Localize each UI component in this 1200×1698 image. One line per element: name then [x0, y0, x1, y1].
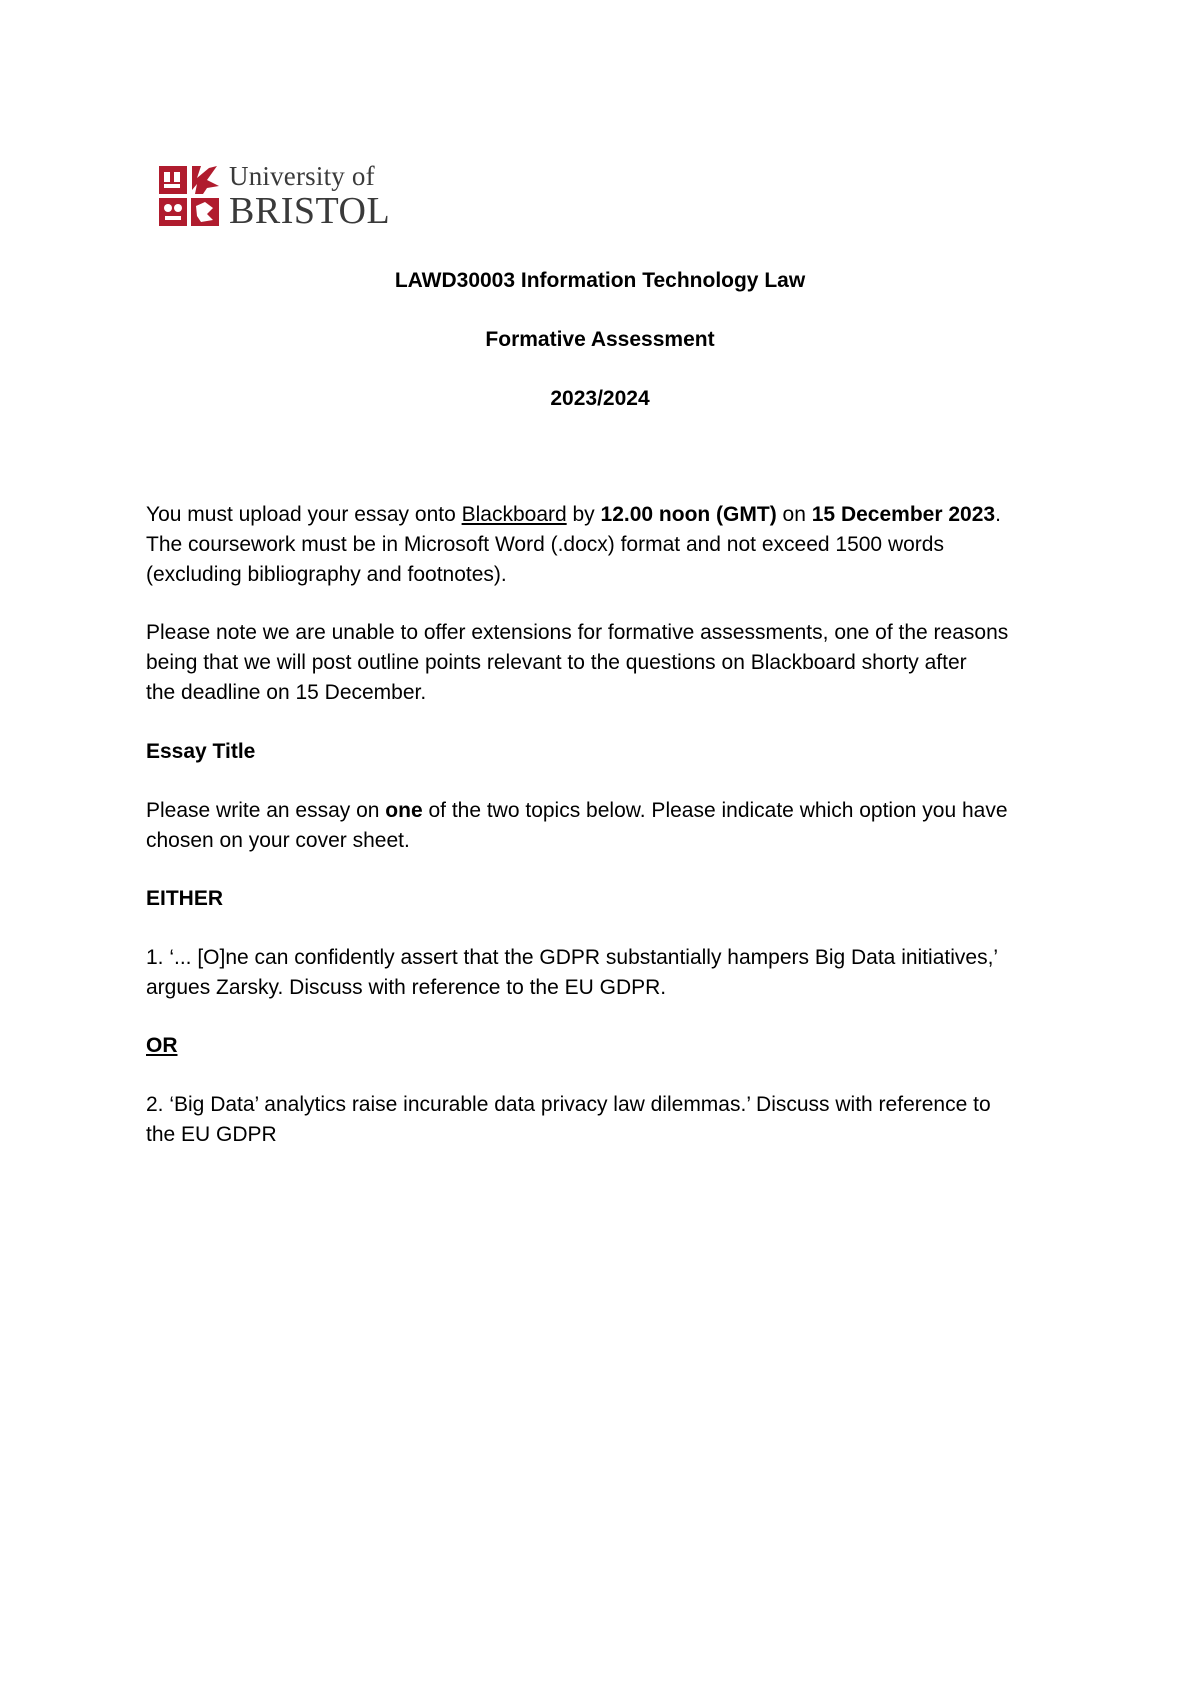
course-title: LAWD30003 Information Technology Law — [394, 269, 806, 292]
question-1-line-2: argues Zarsky. Discuss with reference to the EU GDPR. — [146, 976, 667, 999]
intro-text: Please write an essay on — [146, 799, 386, 822]
submission-text: You must upload your essay onto — [146, 503, 462, 526]
logo-line-university: University of — [229, 160, 375, 191]
extensions-line-2: being that we will post outline points relevant to the questions on Blackboard shorty after — [146, 651, 967, 674]
question-1 — [146, 943, 1076, 1003]
bristol-crest-icon — [157, 162, 223, 230]
logo-line-bristol: BRISTOL — [229, 189, 391, 232]
either-label: EITHER — [146, 887, 224, 910]
intro-text-after: of the two topics below. Please indicate which option you have — [422, 799, 1008, 822]
essay-heading: Essay Title — [146, 740, 256, 763]
question-2-line-2: the EU GDPR — [146, 1123, 277, 1146]
extensions-line-3: the deadline on 15 December. — [146, 681, 427, 704]
extensions-line-1: Please note we are unable to offer extensions for formative assessments, one of the reasons — [146, 621, 1009, 644]
extensions-paragraph — [146, 618, 1076, 708]
question-2 — [146, 1090, 1076, 1150]
assessment-title: Formative Assessment — [485, 328, 715, 351]
essay-intro-line-2: chosen on your cover sheet. — [146, 829, 410, 852]
academic-year: 2023/2024 — [550, 387, 650, 410]
deadline-date: 15 December 2023 — [811, 503, 996, 526]
deadline-time: 12.00 noon (GMT) — [600, 503, 777, 526]
question-2-line-1: 2. ‘Big Data’ analytics raise incurable data privacy law dilemmas.’ Discuss with reference to — [146, 1093, 991, 1116]
intro-emphasis: one — [385, 799, 423, 822]
logo-wordmark — [229, 160, 391, 232]
submission-line-2: The coursework must be in Microsoft Word (.docx) format and not exceed 1500 words — [146, 533, 944, 556]
submission-text-on: on — [776, 503, 812, 526]
submission-line-1 — [146, 500, 1076, 530]
or-label: OR — [146, 1034, 178, 1057]
submission-paragraph — [146, 500, 1076, 590]
essay-intro-paragraph — [146, 796, 1076, 856]
university-logo — [157, 160, 397, 232]
essay-intro-line-1 — [146, 796, 1076, 826]
submission-line-3: (excluding bibliography and footnotes). — [146, 563, 507, 586]
question-1-line-1: 1. ‘... [O]ne can confidently assert that the GDPR substantially hampers Big Data initiatives,’ — [146, 946, 999, 969]
blackboard-link[interactable]: Blackboard — [461, 503, 567, 526]
submission-period: . — [995, 503, 1001, 526]
or-label-line — [146, 1031, 1076, 1061]
submission-text-by: by — [566, 503, 601, 526]
